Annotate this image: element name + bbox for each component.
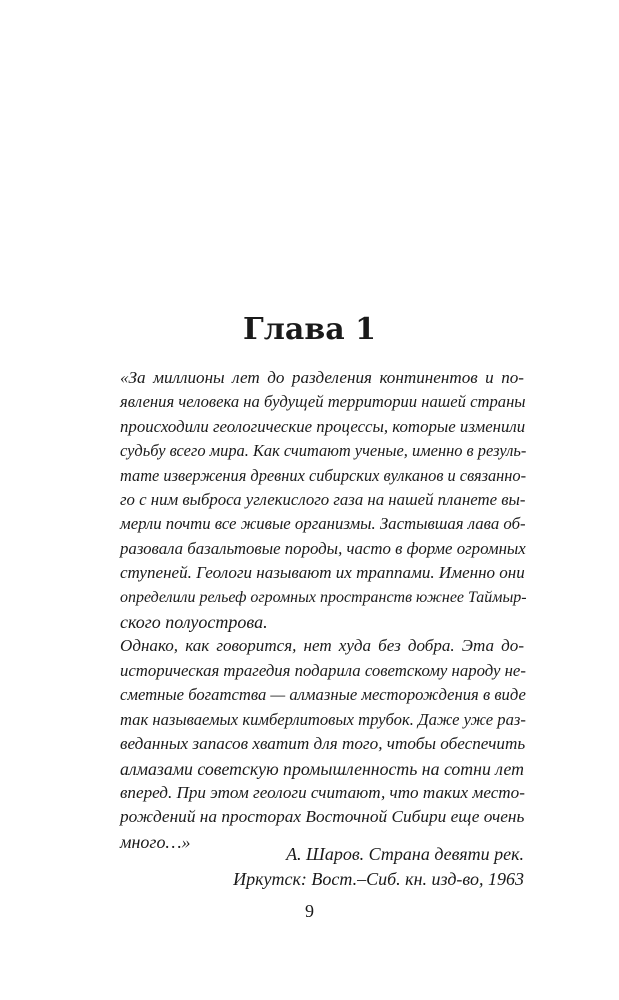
epigraph-paragraph-1 <box>96 366 527 634</box>
epigraph-paragraph-2 <box>96 634 524 854</box>
attribution-line-1: А. Шаров. Страна девяти рек. <box>286 844 524 864</box>
epigraph-attribution <box>233 842 524 891</box>
epigraph-line: ского полуострова. <box>120 612 268 633</box>
epigraph-line: определили рельеф огромных пространств южнее Таймыр- <box>120 588 527 606</box>
epigraph-line: так называемых кимберлитовых трубок. Даже уже раз- <box>120 709 526 729</box>
epigraph-line: судьбу всего мира. Как считают ученые, именно в резуль- <box>120 441 527 461</box>
epigraph-line: го с ним выброса углекислого газа на нашей планете вы- <box>120 490 526 510</box>
page-number: 9 <box>305 901 314 921</box>
epigraph-line: историческая трагедия подарила советскому народу не- <box>120 660 526 680</box>
epigraph-line: Однако, как говорится, нет худа без добра. Эта до- <box>120 636 524 656</box>
epigraph-line: вперед. При этом геологи считают, что таких место- <box>120 782 525 802</box>
epigraph-line: алмазами советскую промышленность на сотни лет <box>120 758 524 779</box>
epigraph-line: разовала базальтовые породы, часто в форме огромных <box>120 538 526 558</box>
epigraph-line: «За миллионы лет до разделения континентов и по- <box>120 368 524 387</box>
epigraph-line: сметные богатства — алмазные месторождения в виде <box>120 685 526 705</box>
epigraph-line: тате извержения древних сибирских вулканов и связанно- <box>120 465 527 485</box>
epigraph-line: веданных запасов хватит для того, чтобы обеспечить <box>120 734 526 754</box>
epigraph-line: явления человека на будущей территории нашей страны <box>120 392 526 412</box>
epigraph-line: много…» <box>120 831 191 852</box>
attribution-line-2: Иркутск: Вост.–Сиб. кн. изд-во, 1963 <box>233 868 524 889</box>
epigraph-line: мерли почти все живые организмы. Застывшая лава об- <box>120 514 526 534</box>
chapter-title: Глава 1 <box>243 312 376 347</box>
epigraph-line: ступеней. Геологи называют их траппами. Именно они <box>120 563 525 583</box>
epigraph <box>96 366 527 854</box>
epigraph-line: происходили геологические процессы, которые изменили <box>120 416 526 436</box>
epigraph-line: рождений на просторах Восточной Сибири еще очень <box>120 807 525 827</box>
